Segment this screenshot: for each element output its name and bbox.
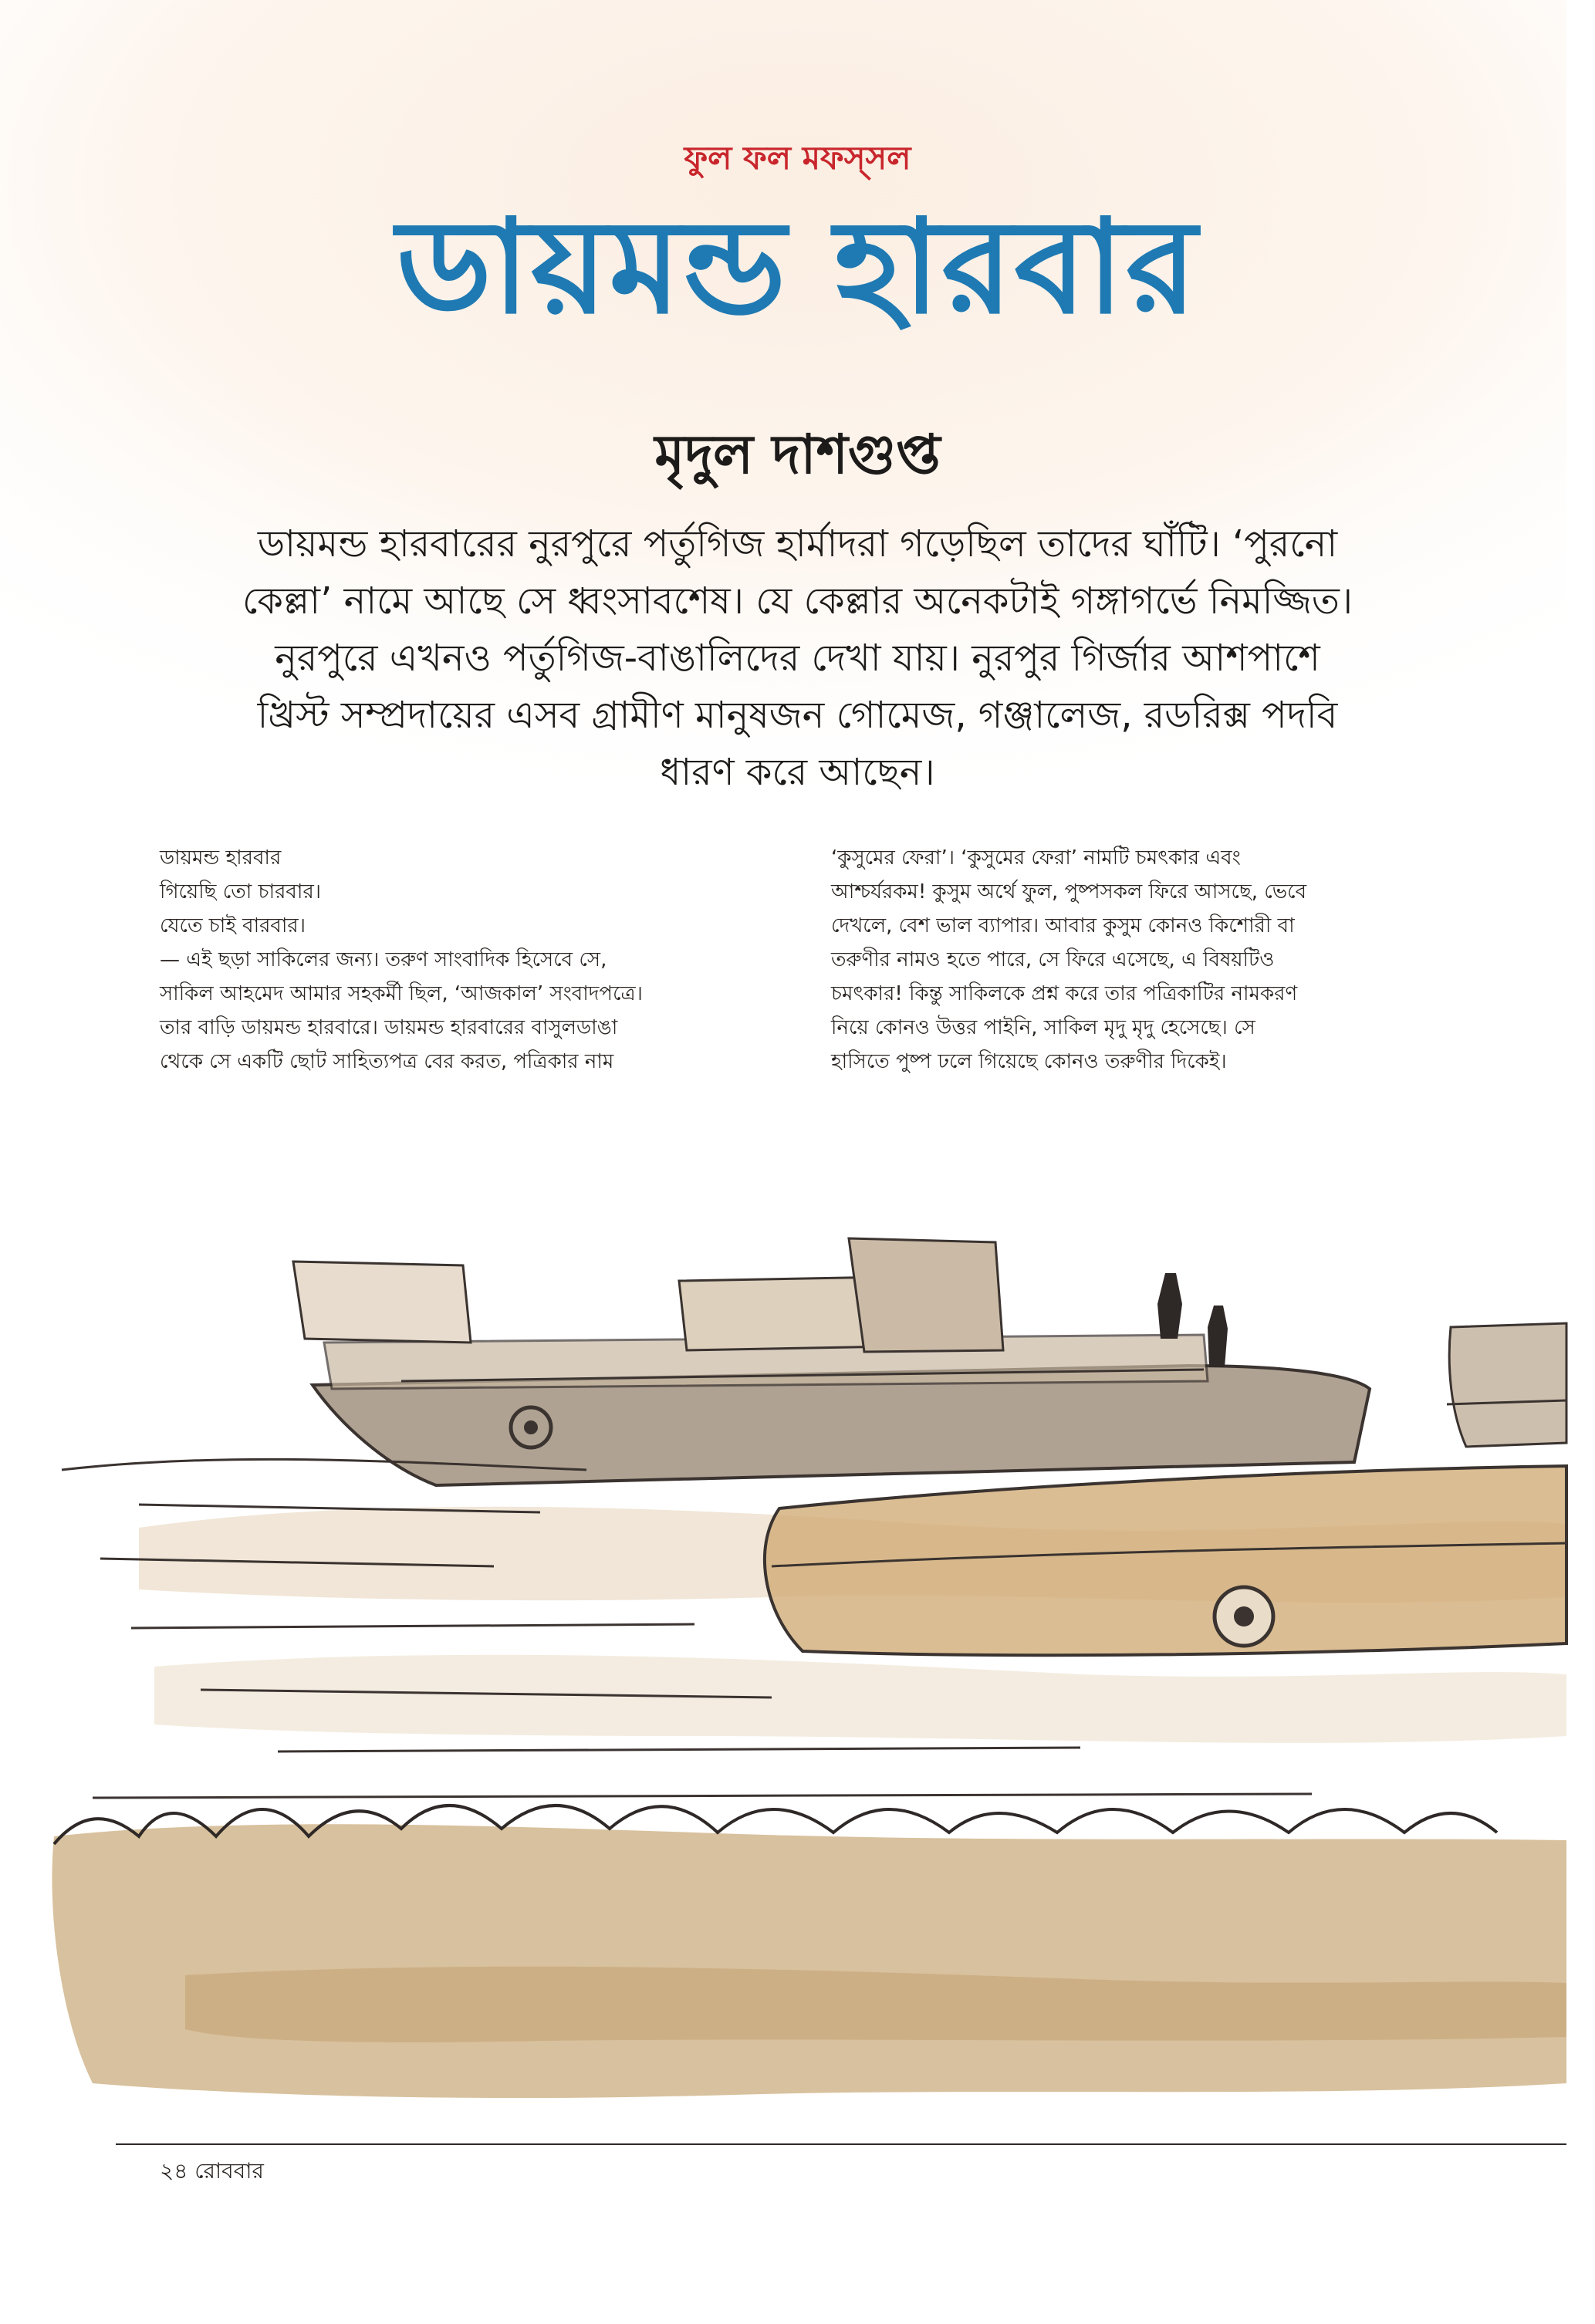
body-line: গিয়েছি তো চারবার। [160,880,322,904]
body-line: সাকিল আহমেদ আমার সহকর্মী ছিল, ‘আজকাল’ সংবাদপত্রে। [160,982,643,1005]
body-column-right [831,841,1418,1079]
body-column-left [160,841,746,1079]
article-title: ডায়মন্ড হারবার [396,191,1199,343]
standfirst-line: ধারণ করে আছেন। [660,751,935,794]
body-line: হাসিতে পুষ্প ঢলে গিয়েছে কোনও তরুণীর দিকেই। [831,1050,1227,1073]
body-line: নিয়ে কোনও উত্তর পাইনি, সাকিল মৃদু মৃদু হেসেছে। সে [831,1016,1255,1039]
section-tag: ফুল ফল মফস্সল [684,139,911,177]
body-line: তার বাড়ি ডায়মন্ড হারবারে। ডায়মন্ড হারবারের বাসুলডাঙা [160,1016,618,1039]
standfirst-line: কেল্লা’ নামে আছে সে ধ্বংসাবশেষ। যে কেল্লার অনেকটাই গঙ্গাগর্ভে নিমজ্জিত। [242,579,1353,623]
body-line: — এই ছড়া সাকিলের জন্য। তরুণ সাংবাদিক হিসেবে সে, [160,948,607,971]
standfirst-line: নুরপুরে এখনও পর্তুগিজ-বাঙালিদের দেখা যায়। নুরপুর গির্জার আশপাশে [275,637,1320,680]
boat-foreground [765,1466,1566,1655]
standfirst-line: ডায়মন্ড হারবারের নুরপুরে পর্তুগিজ হার্মাদরা গড়েছিল তাদের ঘাঁটি। ‘পুরনো [257,522,1338,566]
body-line: ডায়মন্ড হারবার [160,846,282,870]
author-byline: মৃদুল দাশগুপ্ত [654,423,941,486]
body-line: ‘কুসুমের ফেরা’। ‘কুসুমের ফেরা’ নামটি চমৎকার এবং [831,846,1241,870]
boat-right-distant [1447,1323,1566,1447]
standfirst [154,515,1441,801]
body-line: চমৎকার! কিন্তু সাকিলকে প্রশ্ন করে তার পত্রিকাটির নামকরণ [831,982,1298,1005]
boats-illustration [0,1157,1595,2145]
body-line: আশ্চর্যরকম! কুসুম অর্থে ফুল, পুষ্পসকল ফিরে আসছে, ভেবে [831,880,1307,904]
standfirst-line: খ্রিস্ট সম্প্রদায়ের এসব গ্রামীণ মানুষজন গোমেজ, গঞ্জালেজ, রডরিক্স পদবি [257,694,1338,737]
body-line: তরুণীর নামও হতে পারে, সে ফিরে এসেছে, এ বিষয়টিও [831,948,1275,971]
body-line: দেখলে, বেশ ভাল ব্যাপার। আবার কুসুম কোনও কিশোরী বা [831,914,1295,937]
body-line: থেকে সে একটি ছোট সাহিত্যপত্র বের করত, পত্রিকার নাম [160,1050,614,1073]
boat-upper [293,1238,1370,1485]
page-folio: ২৪ রোববার [160,2158,264,2184]
body-line: যেতে চাই বারবার। [160,914,306,937]
